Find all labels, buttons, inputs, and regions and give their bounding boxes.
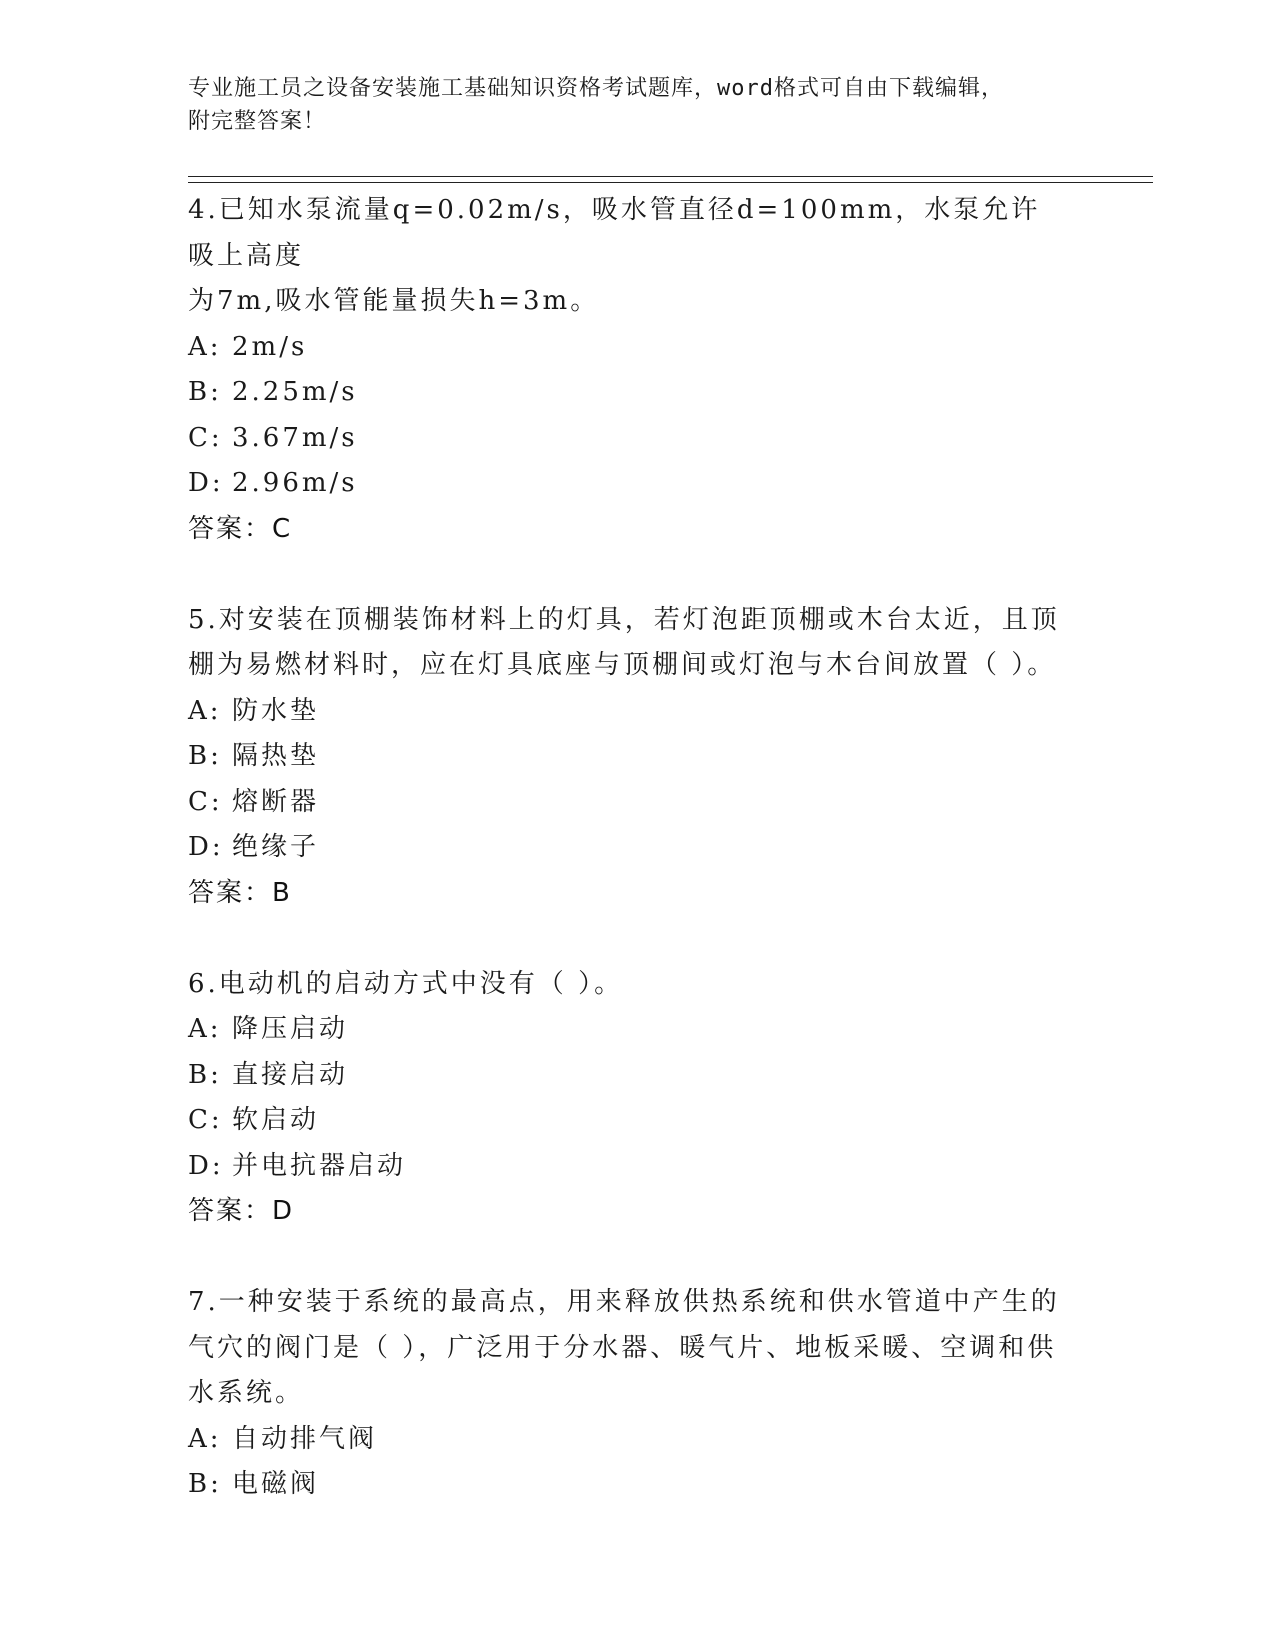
option-c (188, 416, 1088, 462)
option-d (188, 461, 1088, 507)
question-spacer (188, 552, 1088, 598)
option-letter: B: (188, 377, 222, 407)
option-text: 2.96m/s (232, 468, 358, 498)
option-text: 并电抗器启动 (232, 1150, 407, 1181)
question-text-line: 气穴的阀门是（ ），广泛用于分水器、暖气片、地板采暖、空调和供 (188, 1332, 1057, 1363)
option-letter: C: (188, 422, 223, 453)
question-spacer (188, 916, 1088, 962)
question-text-line: 4.已知水泵流量q=0.02m/s，吸水管直径d=100mm，水泵允许吸上高度 (188, 195, 1041, 271)
option-d (188, 825, 1088, 871)
question-4 (188, 188, 1088, 552)
option-c (188, 780, 1088, 826)
option-letter: A: (188, 1423, 222, 1454)
option-text: 直接启动 (232, 1059, 349, 1090)
question-text-line: 棚为易燃材料时，应在灯具底座与顶棚间或灯泡与木台间放置（ ）。 (188, 650, 1057, 680)
question-5 (188, 598, 1088, 917)
option-b (188, 734, 1088, 780)
answer-line: 答案：C (188, 513, 293, 544)
question-7 (188, 1280, 1088, 1508)
question-6 (188, 962, 1088, 1235)
answer-line: 答案：B (188, 877, 292, 908)
option-text: 隔热垫 (232, 741, 320, 771)
option-text: 电磁阀 (232, 1469, 320, 1499)
option-letter: D: (188, 832, 224, 862)
option-b (188, 1462, 1088, 1508)
option-letter: D: (188, 468, 224, 498)
option-letter: A: (188, 331, 222, 362)
option-a (188, 1417, 1088, 1463)
option-c (188, 1098, 1088, 1144)
option-letter: A: (188, 1014, 222, 1044)
option-a (188, 325, 1088, 371)
question-list (188, 188, 1088, 1508)
option-b (188, 370, 1088, 416)
option-d (188, 1144, 1088, 1190)
question-text-line: 7.一种安装于系统的最高点，用来释放供热系统和供水管道中产生的 (188, 1287, 1060, 1317)
option-text: 3.67m/s (232, 422, 358, 453)
question-text-line: 5.对安装在顶棚装饰材料上的灯具，若灯泡距顶棚或木台太近，且顶 (188, 604, 1060, 635)
option-b (188, 1053, 1088, 1099)
option-letter: A: (188, 695, 222, 726)
option-a (188, 689, 1088, 735)
option-a (188, 1007, 1088, 1053)
option-text: 软启动 (232, 1105, 320, 1135)
option-letter: C: (188, 786, 223, 817)
option-text: 降压启动 (232, 1014, 349, 1044)
question-text-line: 水系统。 (188, 1378, 305, 1408)
header-line-1: 专业施工员之设备安装施工基础知识资格考试题库，word格式可自由下载编辑， (188, 76, 1004, 101)
option-letter: B: (188, 1059, 222, 1090)
option-text: 2.25m/s (232, 377, 358, 407)
question-text-line: 为7m,吸水管能量损失h=3m。 (188, 286, 600, 316)
header-divider-top (188, 176, 1153, 177)
question-spacer (188, 1235, 1088, 1281)
option-text: 自动排气阀 (232, 1423, 378, 1454)
option-text: 绝缘子 (232, 832, 320, 862)
option-text: 熔断器 (232, 786, 320, 817)
option-letter: B: (188, 1469, 222, 1499)
header-line-2: 附完整答案！ (188, 109, 327, 134)
option-letter: B: (188, 741, 222, 771)
question-text-line: 6.电动机的启动方式中没有（ ）。 (188, 968, 624, 999)
header-divider-bottom (188, 182, 1153, 183)
option-text: 2m/s (232, 331, 308, 362)
option-letter: D: (188, 1150, 224, 1181)
option-letter: C: (188, 1105, 223, 1135)
option-text: 防水垫 (232, 695, 320, 726)
answer-line: 答案：D (188, 1196, 295, 1226)
document-header (188, 72, 1068, 138)
